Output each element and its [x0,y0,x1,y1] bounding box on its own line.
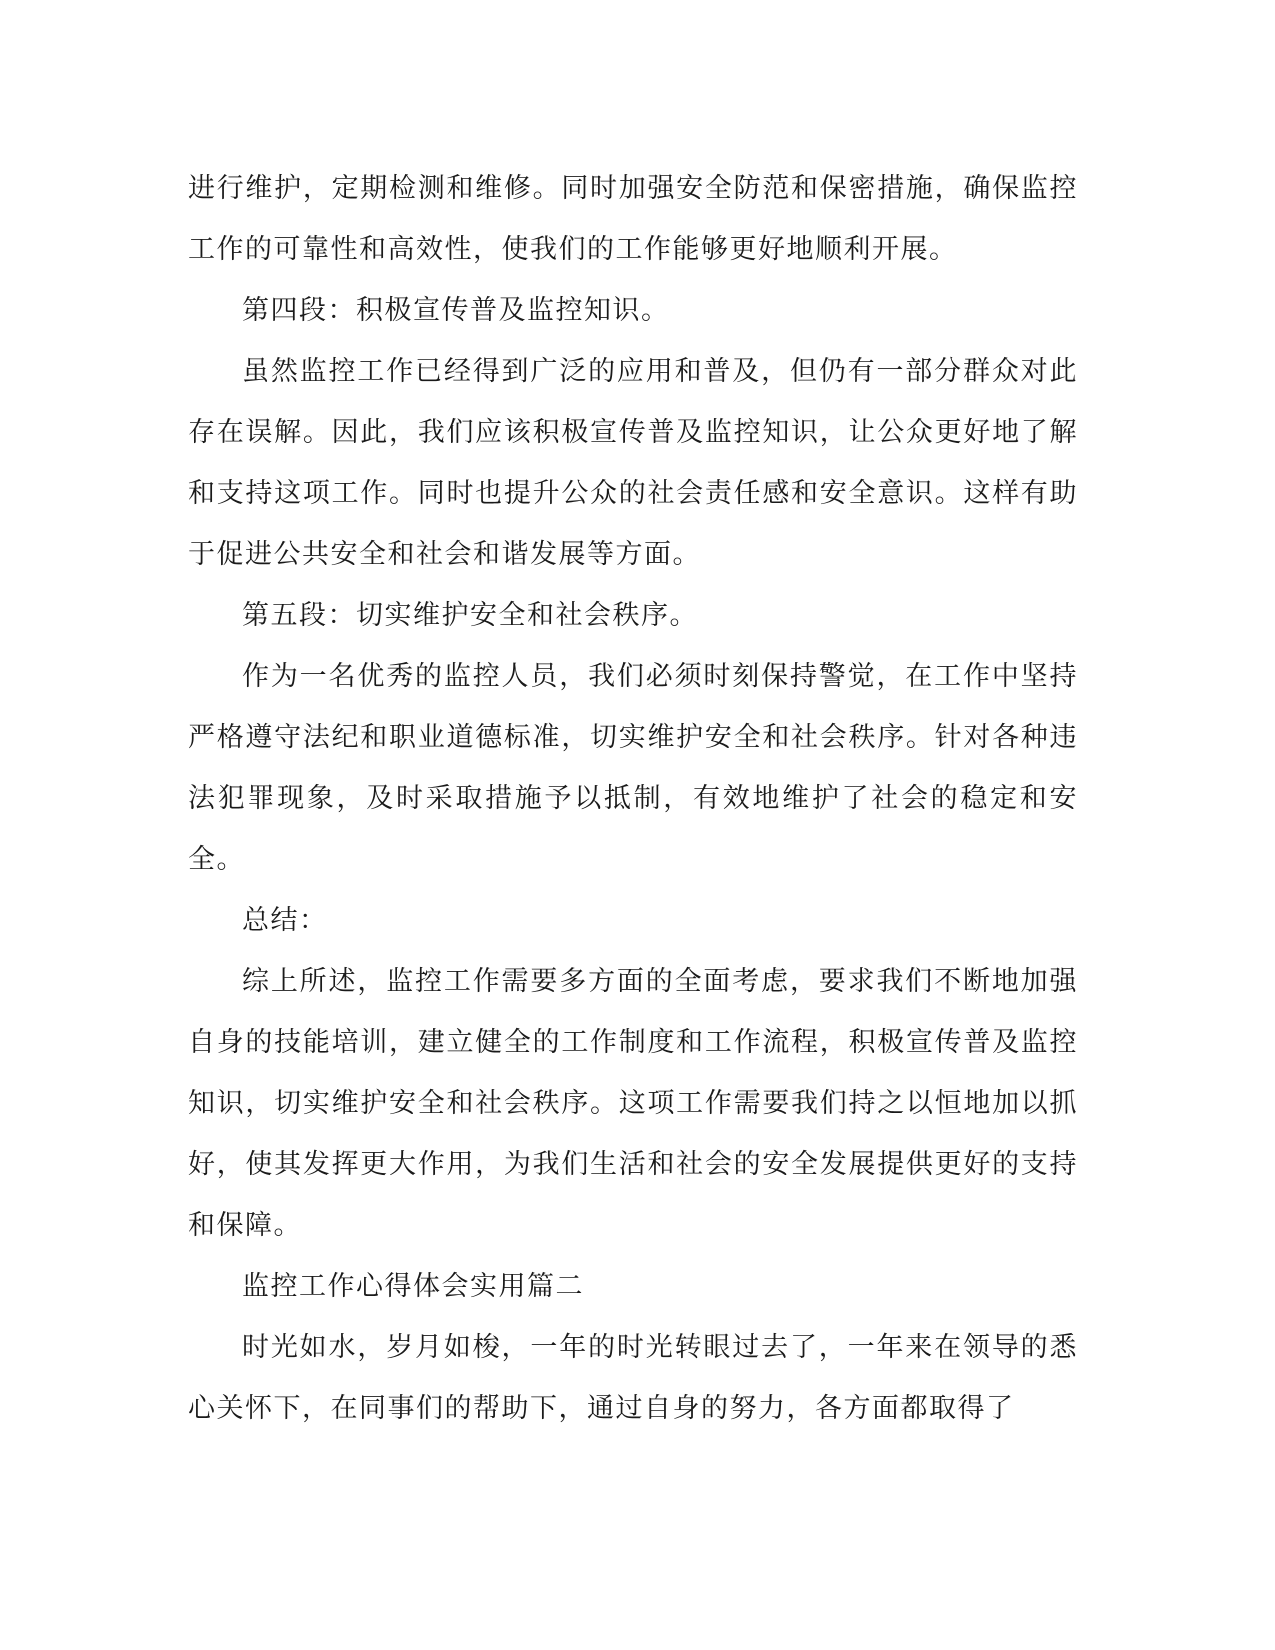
paragraph-summary: 综上所述，监控工作需要多方面的全面考虑，要求我们不断地加强自身的技能培训，建立健全的工作制度和工作流程，积极宣传普及监控知识，切实维护安全和社会秩序。这项工作需要我们持之以恒地加以抓好，使其发挥更大作用，为我们生活和社会的安全发展提供更好的支持和保障。 [188,966,1078,1241]
section-heading-4: 第四段：积极宣传普及监控知识。 [242,295,670,326]
paragraph-year-review: 时光如水，岁月如梭，一年的时光转眼过去了，一年来在领导的悉心关怀下，在同事们的帮助下，通过自身的努力，各方面都取得了 [188,1332,1078,1424]
summary-heading: 总结： [242,905,328,936]
document-body [188,158,1078,1439]
article-title-part-2: 监控工作心得体会实用篇二 [242,1271,584,1302]
paragraph-continued-maintenance: 进行维护，定期检测和维修。同时加强安全防范和保密措施，确保监控工作的可靠性和高效性，使我们的工作能够更好地顺利开展。 [188,173,1078,265]
section-heading-5: 第五段：切实维护安全和社会秩序。 [242,600,698,631]
paragraph-publicity: 虽然监控工作已经得到广泛的应用和普及，但仍有一部分群众对此存在误解。因此，我们应该积极宣传普及监控知识，让公众更好地了解和支持这项工作。同时也提升公众的社会责任感和安全意识。这样有助于促进公共安全和社会和谐发展等方面。 [188,356,1078,570]
paragraph-social-order: 作为一名优秀的监控人员，我们必须时刻保持警觉，在工作中坚持严格遵守法纪和职业道德标准，切实维护安全和社会秩序。针对各种违法犯罪现象，及时采取措施予以抵制，有效地维护了社会的稳定和安全。 [188,661,1078,875]
